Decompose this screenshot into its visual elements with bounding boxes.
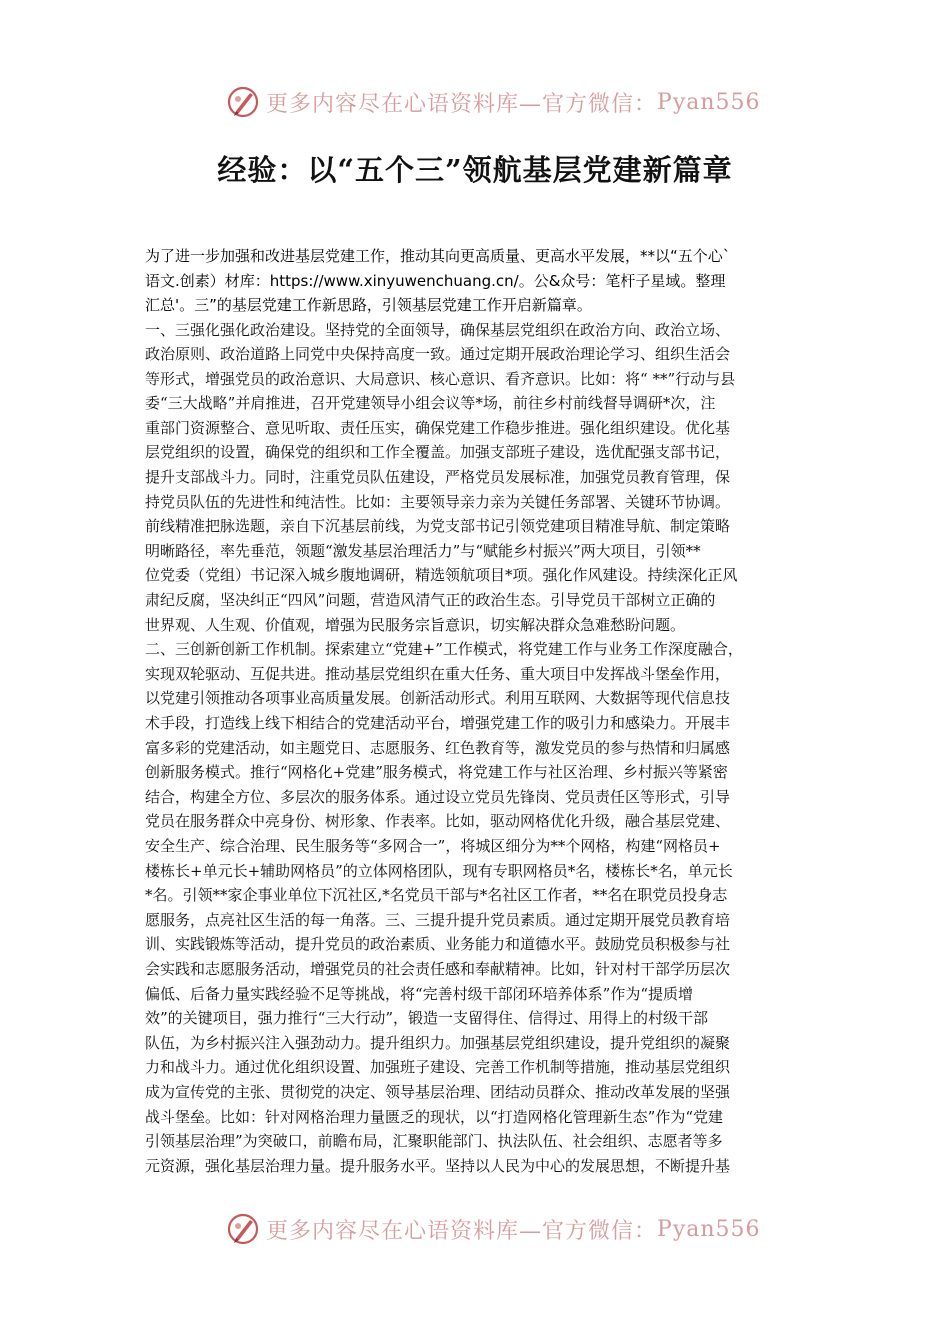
pen-logo-icon (226, 1212, 260, 1246)
text-line: 楼栋长+单元长+辅助网格员”的立体网格团队，现有专职网格员*名，楼栋长*名，单元长 (145, 861, 733, 880)
wechat-id: Pyan556 (657, 1216, 761, 1242)
text-line: 元资源，强化基层治理力量。提升服务水平。坚持以人民为中心的发展思想，不断提升基 (145, 1156, 731, 1175)
text-line: 力和战斗力。通过优化组织设置、加强班子建设、完善工作机制等措施，推动基层党组织 (145, 1058, 731, 1077)
text-line: 提升支部战斗力。同时，注重党员队伍建设，严格党员发展标准，加强党员教育管理，保 (145, 468, 731, 487)
paragraph-2 (145, 637, 809, 1178)
text-line: 肃纪反腐，坚决纠正“四风”问题，营造风清气正的政治生态。引导党员干部树立正确的 (145, 591, 716, 610)
text-line: 偏低、后备力量实践经验不足等挑战，将“完善村级干部闭环培养体系”作为“提质增 (145, 984, 694, 1003)
document-title: 经验：以“五个三”领航基层党建新篇章 (217, 153, 733, 187)
text-line: 安全生产、综合治理、民生服务等“多网合一”，将城区细分为**个网格，构建“网格员+ (145, 836, 721, 855)
text-line: 前线精准把脉选题，亲自下沉基层前线，为党支部书记引领党建项目精准导航、制定策略 (145, 517, 731, 536)
document-body (145, 244, 809, 1178)
text-line: 政治原则、政治道路上同党中央保持高度一致。通过定期开展政治理论学习、组织生活会 (145, 345, 731, 364)
text-line: 委“三大战略”并肩推进，召开党建领导小组会议等*场，前往乡村前线督导调研*次，注 (145, 394, 716, 413)
text-line: 二、三创新创新工作机制。探索建立“党建+”工作模式，将党建工作与业务工作深度融合， (145, 640, 743, 659)
wechat-id: Pyan556 (657, 89, 761, 115)
text-line: 以党建引领推动各项事业高质量发展。创新活动形式。利用互联网、大数据等现代信息技 (145, 689, 731, 708)
text-line: 层党组织的设置，确保党的组织和工作全覆盖。加强支部班子建设，选优配强支部书记， (145, 443, 731, 462)
intro-paragraph (145, 244, 809, 318)
text-line: 创新服务模式。推行“网格化+党建”服务模式，将党建工作与社区治理、乡村振兴等紧密 (145, 763, 728, 782)
text-line: 结合，构建全方位、多层次的服务体系。通过设立党员先锋岗、党员责任区等形式，引导 (145, 787, 731, 806)
header-banner (226, 82, 761, 122)
paragraph-1 (145, 318, 809, 638)
banner-text: 更多内容尽在心语资料库—官方微信： (266, 91, 658, 117)
intro-line: 语文.创素）材库：https://www.xinyuwenchuang.cn/。公&众号：笔杆子星域。整理 (145, 271, 726, 290)
text-line: 训、实践锻炼等活动，提升党员的政治素质、业务能力和道德水平。鼓励党员积极参与社 (145, 935, 731, 954)
text-line: 术手段，打造线上线下相结合的党建活动平台，增强党建工作的吸引力和感染力。开展丰 (145, 714, 731, 732)
text-line: 引领基层治理”为突破口，前瞻布局，汇聚职能部门、执法队伍、社会组织、志愿者等多 (145, 1132, 723, 1151)
text-line: 党员在服务群众中亮身份、树形象、作表率。比如，驱动网格优化升级，融合基层党建、 (145, 812, 731, 831)
text-line: 明晰路径，率先垂范，领题“激发基层治理活力”与“赋能乡村振兴”两大项目，引领** (145, 541, 701, 560)
text-line: 位党委（党组）书记深入城乡腹地调研，精选领航项目*项。强化作风建设。持续深化正风 (145, 566, 738, 585)
intro-line: 汇总'。三”的基层党建工作新思路，引领基层党建工作开启新篇章。 (145, 296, 592, 314)
text-line: 持党员队伍的先进性和纯洁性。比如：主要领导亲力亲为关键任务部署、关键环节协调。 (145, 492, 731, 511)
text-line: 会实践和志愿服务活动，增强党员的社会责任感和奉献精神。比如，针对村干部学历层次 (145, 959, 731, 978)
text-line: 队伍，为乡村振兴注入强劲动力。提升组织力。加强基层党组织建设，提升党组织的凝聚 (145, 1033, 731, 1052)
text-line: 重部门资源整合、意见听取、责任压实，确保党建工作稳步推进。强化组织建设。优化基 (145, 418, 731, 437)
banner-text: 更多内容尽在心语资料库—官方微信： (266, 1218, 658, 1244)
text-line: 成为宣传党的主张、贯彻党的决定、领导基层治理、团结动员群众、推动改革发展的坚强 (145, 1082, 731, 1101)
footer-banner (226, 1209, 761, 1249)
text-line: 等形式，增强党员的政治意识、大局意识、核心意识、看齐意识。比如：将“ **”行动与县 (145, 369, 736, 388)
text-line: 实现双轮驱动、互促共进。推动基层党组织在重大任务、重大项目中发挥战斗堡垒作用， (145, 664, 731, 683)
text-line: 世界观、人生观、价值观，增强为民服务宗旨意识，切实解决群众急难愁盼问题。 (145, 615, 686, 634)
text-line: *名。引领**家企事业单位下沉社区,*名党员干部与*名社区工作者，**名在职党员投身志 (145, 886, 728, 905)
text-line: 富多彩的党建活动，如主题党日、志愿服务、红色教育等，激发党员的参与热情和归属感 (145, 738, 731, 757)
intro-line: 为了进一步加强和改进基层党建工作，推动其向更高质量、更高水平发展，**以“五个心` (145, 247, 731, 265)
text-line: 效”的关键项目，强力推行“三大行动”，锻造一支留得住、信得过、用得上的村级干部 (145, 1009, 709, 1028)
text-line: 战斗堡垒。比如：针对网格治理力量匮乏的现状，以“打造网格化管理新生态”作为“党建 (145, 1107, 724, 1126)
text-line: 一、三强化强化政治建设。坚持党的全面领导，确保基层党组织在政治方向、政治立场、 (145, 320, 731, 339)
text-line: 愿服务，点亮社区生活的每一角落。三、三提升提升党员素质。通过定期开展党员教育培 (145, 910, 731, 929)
pen-logo-icon (226, 85, 260, 119)
